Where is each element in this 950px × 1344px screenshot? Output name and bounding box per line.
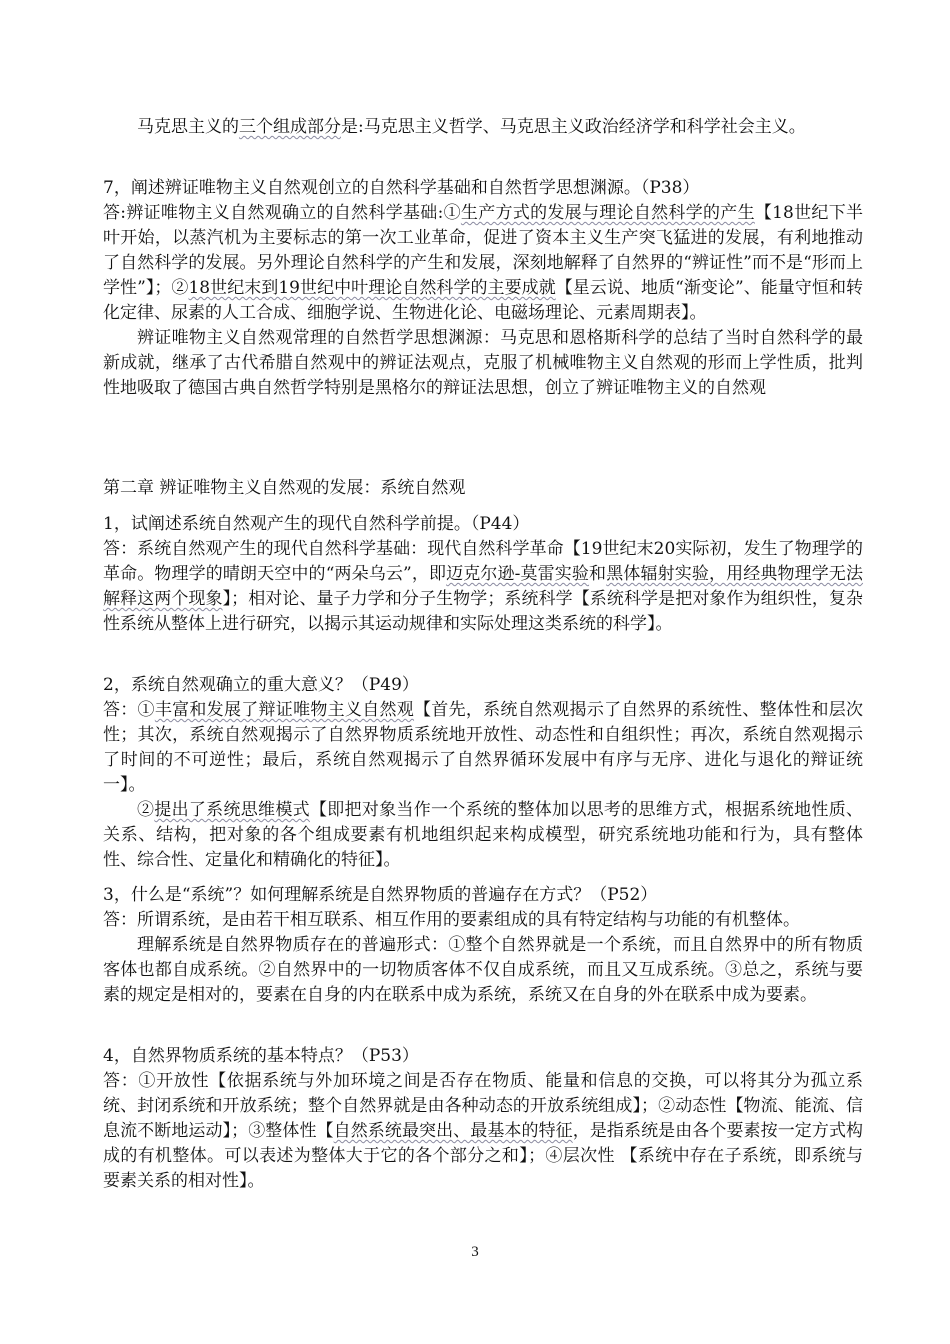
question-7-answer <box>103 201 863 326</box>
text-span: 答:辨证唯物主义自然观确立的自然科学基础:① <box>103 203 461 223</box>
wavy-underlined-text: 丰富和发展了辩证唯物主义自然观 <box>154 700 415 720</box>
text-span: 答：① <box>103 700 155 720</box>
text-span: 【首先，系统自然观揭示了自然界的系统性、整体性和层次性；其次，系统自然观揭示了自然界物质系统地开放性、动态性和自组织性；再次，系统自然观揭示了时间的不可逆性；最后，系统自然观揭示了自然界循环发展中有序与无序、进化与退化的辩证统一】。 <box>103 700 864 795</box>
question-2-section <box>103 673 863 873</box>
text-span: 【星云说、地质“渐变论”、能量守恒和转化定律、尿素的人工合成、细胞学说、生物进化论、电磁场理论、元素周期表】。 <box>103 278 863 323</box>
question-7-paragraph-2: 辨证唯物主义自然观常理的自然哲学思想渊源：马克思和恩格斯科学的总结了当时自然科学的最新成就，继承了古代希腊自然观中的辨证法观点，克服了机械唯物主义自然观的形而上学性质，批判性地吸取了德国古典自然哲学特别是黑格尔的辩证法思想，创立了辨证唯物主义的自然观 <box>103 328 863 398</box>
question-4-title: 4，自然界物质系统的基本特点？（P53） <box>103 1046 419 1066</box>
wavy-underlined-text: 迈克尔逊-莫雷实验 <box>446 564 590 584</box>
question-7-section <box>103 176 863 401</box>
text-span: 答：系统自然观产生的现代自然科学基础：现代自然科学革命【19世纪末20实际初，发生了物理学的革命。物理学的晴朗天空中的“两朵乌云”，即 <box>103 539 863 584</box>
question-3-answer: 答：所谓系统，是由若干相互联系、相互作用的要素组成的具有特定结构与功能的有机整体。 <box>103 910 800 930</box>
question-4-section <box>103 1044 863 1194</box>
text-span: ② <box>137 800 155 820</box>
chapter-heading: 第二章 辨证唯物主义自然观的发展：系统自然观 <box>103 478 466 498</box>
wavy-underlined-text: 提出了系统思维模式 <box>154 800 310 820</box>
question-1-title: 1，试阐述系统自然观产生的现代自然科学前提。（P44） <box>103 514 530 534</box>
question-1-section <box>103 512 863 637</box>
wavy-underlined-text: 18世纪末到19世纪中叶理论自然科学的主要成就 <box>188 278 556 298</box>
text-span: 和 <box>589 564 607 584</box>
chapter-title <box>103 476 863 501</box>
question-2-title: 2，系统自然观确立的重大意义？（P49） <box>103 675 419 695</box>
wavy-underlined-text: 三个组成部分 <box>239 117 341 137</box>
question-4-answer <box>103 1069 863 1194</box>
text-span: 是:马克思主义哲学、马克思主义政治经济学和科学社会主义。 <box>341 117 806 137</box>
intro-section <box>103 115 863 140</box>
text-span: 马克思主义的 <box>137 117 239 137</box>
text-span: 【即把对象当作一个系统的整体加以思考的思维方式，根据系统地性质、关系、结构，把对象的各个组成要素有机地组织起来构成模型，研究系统地功能和行为，具有整体性、综合性、定量化和精确化的特征】。 <box>103 800 864 870</box>
page-number: 3 <box>471 1244 479 1260</box>
question-3-paragraph-2: 理解系统是自然界物质存在的普遍形式：①整个自然界就是一个系统，而且自然界中的所有物质客体也都自成系统。②自然界中的一切物质客体不仅自成系统，而且又互成系统。③总之，系统与要素的规定是相对的，要素在自身的内在联系中成为系统，系统又在自身的外在联系中成为要素。 <box>103 935 863 1005</box>
wavy-underlined-text: 黑体辐射实验，用经典物理学无法解释这两个现象 <box>103 564 864 609</box>
text-span: 答：①开放性【依据系统与外加环境之间是否存在物质、能量和信息的交换，可以将其分为孤立系统、封闭系统和开放系统；整个自然界就是由各种动态的开放系统组成】；②动态性【物流、能流、信息流不断地运动】；③整体性【 <box>103 1071 863 1141</box>
question-2-answer <box>103 698 863 798</box>
text-span: 】；相对论、量子力学和分子生物学；系统科学【系统科学是把对象作为组织性，复杂性系统从整体上进行研究，以揭示其运动规律和实际处理这类系统的科学】。 <box>103 589 864 634</box>
text-span: ，是指系统是由各个要素按一定方式构成的有机整体。可以表述为整体大于它的各个部分之和】；④层次性 【系统中存在子系统，即系统与要素关系的相对性】。 <box>103 1121 864 1191</box>
text-span: 【18世纪下半叶开始，以蒸汽机为主要标志的第一次工业革命，促进了资本主义生产突飞猛进的发展，有利地推动了自然科学的发展。另外理论自然科学的产生和发展，深刻地解释了自然界的“辨证性”而不是“形而上学性”】；② <box>103 203 863 298</box>
wavy-underlined-text: 自然系统最突出、最基本的特征 <box>333 1121 573 1141</box>
question-7-title: 7，阐述辨证唯物主义自然观创立的自然科学基础和自然哲学思想渊源。（P38） <box>103 178 700 198</box>
wavy-underlined-text: 生产方式的发展与理论自然科学的产生 <box>460 203 755 223</box>
question-1-answer <box>103 537 863 637</box>
question-3-section <box>103 883 863 1008</box>
question-2-paragraph-2 <box>103 798 863 873</box>
question-3-title: 3，什么是“系统”？如何理解系统是自然界物质的普遍存在方式？（P52） <box>103 885 658 905</box>
intro-paragraph <box>103 115 863 140</box>
